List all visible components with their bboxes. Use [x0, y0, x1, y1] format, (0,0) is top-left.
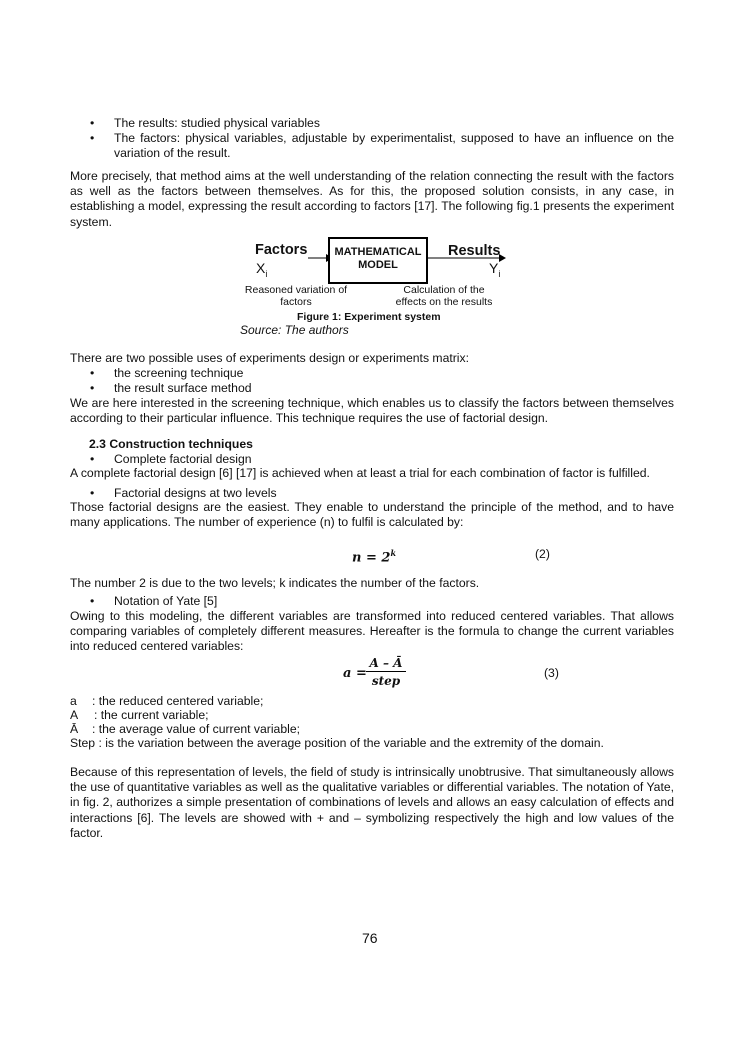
paragraph-interested: We are here interested in the screening technique, which enables us to classify the factors between themselves according to their particular influence. This technique requires the use of factorial design.	[70, 396, 674, 426]
equation-2-number: (2)	[535, 547, 550, 561]
equation-3-fraction	[366, 656, 406, 688]
bullet-symbol: •	[90, 116, 95, 130]
bullet-item: • the result surface method	[90, 381, 252, 395]
factors-label: Factors	[255, 242, 308, 258]
figure-source: Source: The authors	[240, 323, 349, 337]
definition-step: Step : is the variation between the average position of the variable and the extremity of the domain.	[70, 736, 604, 750]
bullet-item: • Factorial designs at two levels	[90, 486, 277, 500]
bullet-item: • Notation of Yate [5]	[90, 594, 218, 608]
bullet-item	[90, 116, 674, 131]
definition-A: A : the current variable;	[70, 708, 209, 722]
equation-2: n = 2$^k$	[352, 548, 397, 566]
bullet-item	[90, 131, 674, 161]
figure-caption: Figure 1: Experiment system	[297, 311, 441, 323]
paragraph-two-uses: There are two possible uses of experiments design or experiments matrix:	[70, 351, 469, 365]
yi-label: $Y_i$	[489, 260, 501, 279]
bullet-symbol: •	[90, 131, 95, 145]
left-caption: Reasoned variation of factors	[244, 284, 348, 308]
model-line-2: MODEL	[358, 259, 398, 271]
equation-3-number: (3)	[544, 666, 559, 680]
paragraph-number2: The number 2 is due to the two levels; k indicates the number of the factors.	[70, 576, 480, 590]
mathematical-model-box	[328, 237, 428, 284]
results-label: Results	[448, 243, 501, 259]
bullet-text: The factors: physical variables, adjustable by experimentalist, supposed to have an influence on the variation of the result.	[114, 131, 674, 161]
page-number: 76	[362, 930, 378, 946]
paragraph-precisely: More precisely, that method aims at the well understanding of the relation connecting the result with the factors as well as the factors between themselves. As for this, the proposed solution consists, in any case, in establishing a model, expressing the result according to factors [17]. The following fig.1 presents the experiment system.	[70, 169, 674, 229]
definition-a: a : the reduced centered variable;	[70, 694, 264, 708]
bullet-item: • the screening technique	[90, 366, 244, 380]
paragraph-owing: Owing to this modeling, the different variables are transformed into reduced centered variables. That allows comparing variables of completely different measures. Hereafter is the formula to change the current variables into reduced centered variables:	[70, 609, 674, 654]
fraction-numerator: A – Ā	[366, 656, 406, 672]
model-line-1: MATHEMATICAL	[334, 246, 422, 258]
xi-label: $X_i$	[256, 260, 268, 279]
equation-3-lhs: a =	[343, 666, 367, 681]
bullet-text: The results: studied physical variables	[114, 116, 320, 130]
fraction-denominator: step	[371, 674, 401, 688]
paragraph-complete: A complete factorial design [6] [17] is achieved when at least a trial for each combination of factor is fulfilled.	[70, 466, 650, 480]
bullet-item: • Complete factorial design	[90, 452, 252, 466]
paragraph-because: Because of this representation of levels, the field of study is intrinsically unobtrusive. That simultaneously allows the use of quantitative variables as well as the qualitative variables or differential variables. The notation of Yate, in fig. 2, authorizes a simple presentation of combinations of levels and allows an easy calculation of effects and interactions [6]. The levels are showed with + and – symbolizing respectively the high and low values of the factor.	[70, 765, 674, 840]
paragraph-two-levels: Those factorial designs are the easiest. They enable to understand the principle of the method, and to have many applications. The number of experience (n) to fulfil is calculated by:	[70, 500, 674, 530]
section-heading: 2.3 Construction techniques	[89, 437, 253, 451]
definition-A-bar: Ā : the average value of current variable;	[70, 722, 300, 736]
right-caption: Calculation of the effects on the results	[395, 284, 493, 308]
